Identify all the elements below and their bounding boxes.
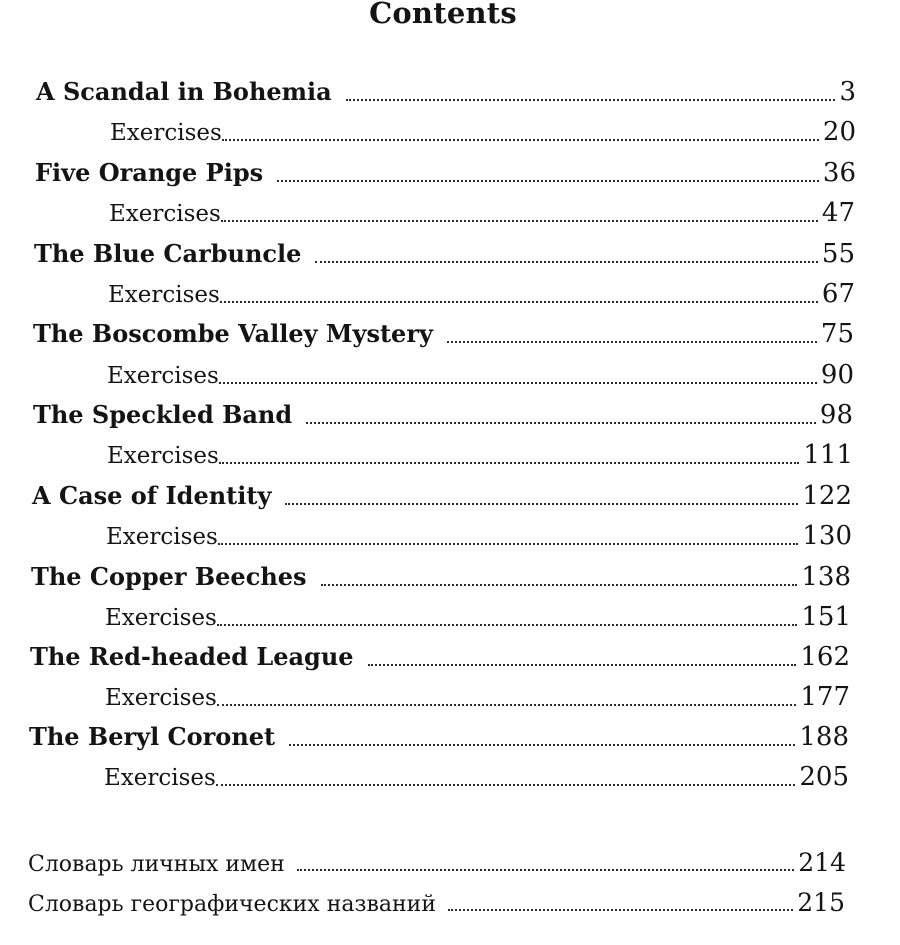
toc-entry-exercises[interactable] (110, 117, 856, 147)
dot-leader (297, 869, 794, 871)
page-number: 47 (821, 198, 855, 228)
appendix-title: Словарь личных имен (28, 852, 285, 877)
dot-leader (222, 139, 819, 141)
exercises-label: Exercises (110, 120, 222, 146)
page-number: 55 (821, 239, 855, 269)
dot-leader (315, 261, 818, 263)
page-number: 67 (821, 279, 855, 309)
dot-leader (448, 909, 793, 911)
page-number: 138 (801, 562, 851, 592)
page-title: Contents (369, 0, 517, 30)
exercises-label: Exercises (105, 685, 217, 711)
toc-entry-story[interactable] (34, 239, 855, 269)
dot-leader (219, 382, 817, 384)
page-number: 130 (802, 521, 852, 551)
appendix-title: Словарь географических названий (28, 892, 436, 917)
page-number: 162 (800, 642, 850, 672)
dot-leader (289, 744, 795, 746)
dot-leader (321, 584, 798, 586)
toc-entry-exercises[interactable] (105, 602, 851, 632)
story-title: The Copper Beeches (31, 562, 307, 591)
dot-leader (447, 341, 817, 343)
toc-entry-exercises[interactable] (104, 762, 849, 792)
page-number: 151 (801, 602, 851, 632)
toc-entry-exercises[interactable] (107, 440, 853, 470)
toc-entry-story[interactable] (32, 481, 852, 511)
dot-leader (346, 99, 836, 101)
toc-entry-story[interactable] (33, 319, 854, 349)
exercises-label: Exercises (104, 765, 216, 791)
toc-entry-exercises[interactable] (105, 682, 850, 712)
page-number: 177 (800, 682, 850, 712)
dot-leader (217, 624, 798, 626)
toc-entry-exercises[interactable] (107, 360, 854, 390)
toc-entry-story[interactable] (30, 642, 850, 672)
page-number: 122 (802, 481, 852, 511)
page-number: 20 (822, 117, 856, 147)
dot-leader (220, 301, 818, 303)
page-number: 188 (799, 722, 849, 752)
toc-entry-appendix[interactable] (28, 848, 846, 877)
dot-leader (306, 422, 816, 424)
dot-leader (216, 784, 796, 786)
toc-entry-exercises[interactable] (108, 279, 855, 309)
page-number: 215 (797, 888, 845, 917)
page-number: 75 (820, 319, 854, 349)
page-number: 36 (822, 158, 856, 188)
story-title: A Case of Identity (32, 481, 272, 510)
dot-leader (368, 664, 797, 666)
exercises-label: Exercises (107, 363, 219, 389)
toc-entry-exercises[interactable] (109, 198, 855, 228)
story-title: The Beryl Coronet (29, 722, 276, 751)
exercises-label: Exercises (106, 524, 218, 550)
exercises-label: Exercises (108, 282, 220, 308)
toc-entry-story[interactable] (31, 562, 851, 592)
page-number: 214 (798, 848, 846, 877)
toc-entry-exercises[interactable] (106, 521, 852, 551)
dot-leader (219, 462, 800, 464)
story-title: Five Orange Pips (35, 158, 264, 187)
dot-leader (221, 220, 818, 222)
page-number: 3 (839, 77, 856, 107)
story-title: The Blue Carbuncle (34, 239, 302, 268)
dot-leader (217, 704, 797, 706)
page-number: 90 (820, 360, 854, 390)
story-title: A Scandal in Bohemia (36, 77, 332, 106)
page-number: 98 (819, 400, 853, 430)
dot-leader (277, 180, 819, 182)
story-title: The Boscombe Valley Mystery (33, 319, 433, 348)
dot-leader (285, 503, 798, 505)
exercises-label: Exercises (109, 201, 221, 227)
toc-entry-story[interactable] (33, 400, 853, 430)
exercises-label: Exercises (105, 605, 217, 631)
toc-entry-story[interactable] (36, 77, 856, 107)
toc-entry-story[interactable] (35, 158, 856, 188)
page-number: 111 (803, 440, 853, 470)
page-number: 205 (799, 762, 849, 792)
dot-leader (218, 543, 799, 545)
story-title: The Speckled Band (33, 400, 293, 429)
exercises-label: Exercises (107, 443, 219, 469)
toc-entry-story[interactable] (29, 722, 849, 752)
toc-entry-appendix[interactable] (28, 888, 845, 917)
story-title: The Red-headed League (30, 642, 354, 671)
